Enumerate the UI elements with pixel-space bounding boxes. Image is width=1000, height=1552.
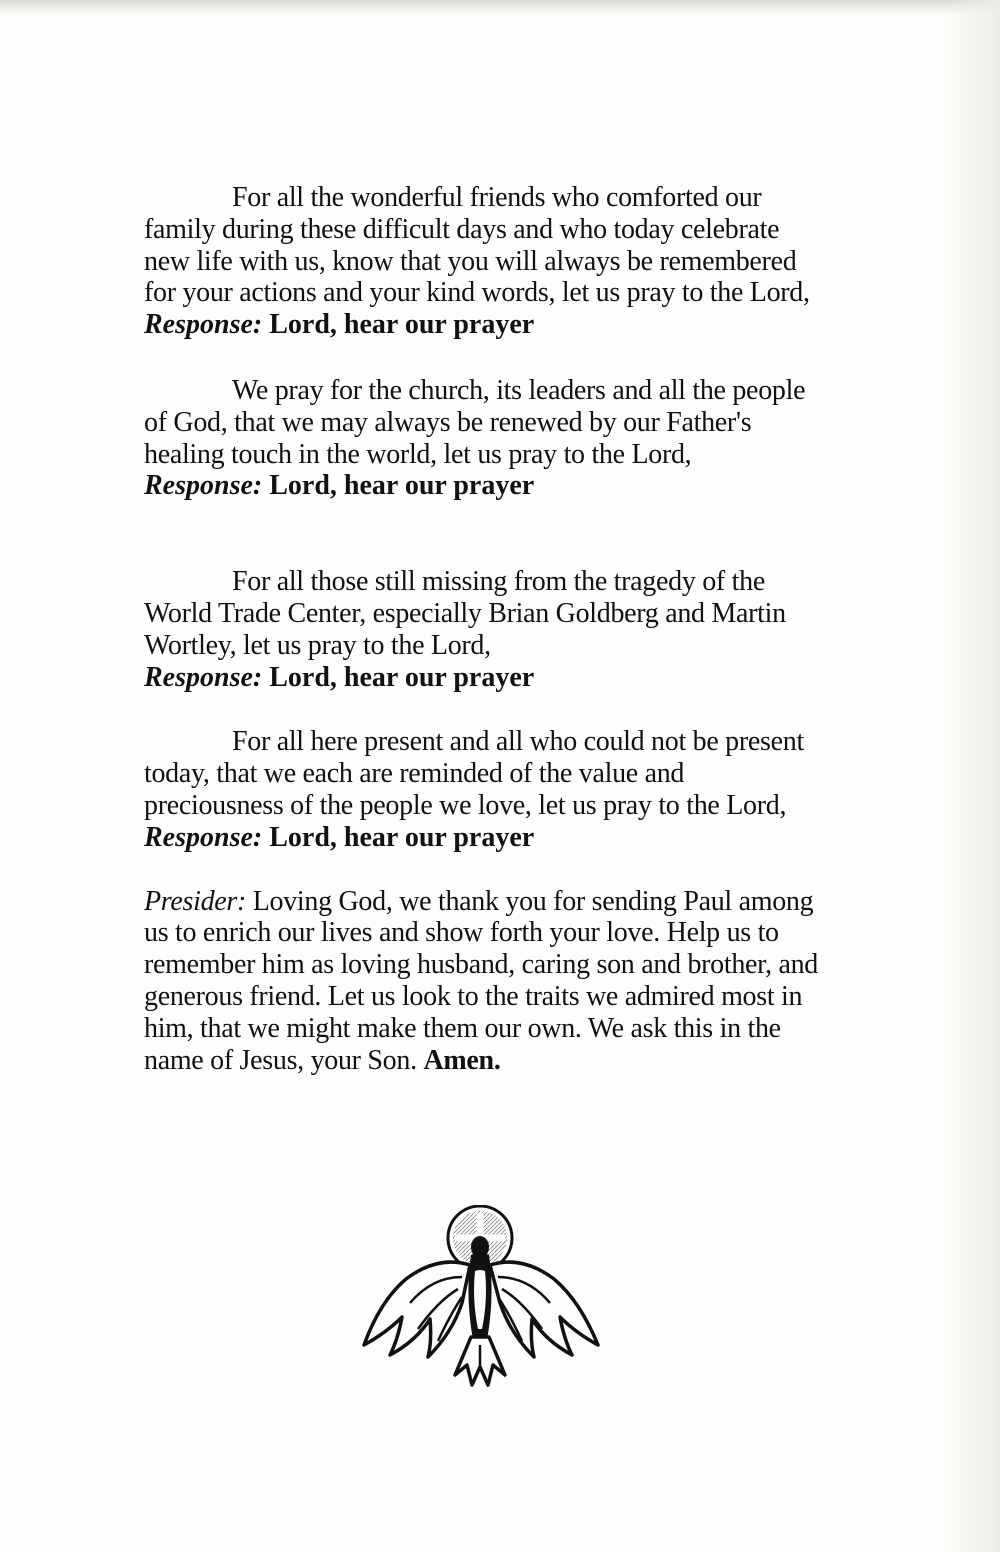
response-text: Lord, hear our prayer <box>269 309 535 341</box>
response-line <box>144 662 824 694</box>
response-line <box>144 470 824 502</box>
response-label: Response: <box>144 470 263 502</box>
petition-church: We pray for the church, its leaders and all the people of God, that we may always be renewed by our Father's healing touch in the world, let us pray to the Lord, <box>144 374 806 470</box>
page-edge-right <box>940 0 1000 1552</box>
response-text: Lord, hear our prayer <box>269 661 535 693</box>
prayers-of-the-faithful <box>144 182 824 1076</box>
petition-friends: For all the wonderful friends who comforted our family during these difficult days and who today celebrate new life with us, know that you will always be remembered for your actions and your kind words, let us pray to the Lord, <box>144 182 810 309</box>
response-label: Response: <box>144 821 263 853</box>
petition-all-present: For all here present and all who could not be present today, that we each are reminded of the value and preciousness of the people we love, let us pray to the Lord, <box>144 726 804 821</box>
response-label: Response: <box>144 661 263 693</box>
response-text: Lord, hear our prayer <box>269 821 535 853</box>
presider-label: Presider: <box>144 885 247 917</box>
page-edge-top <box>0 0 1000 14</box>
closing-prayer <box>144 886 824 1077</box>
response-line <box>144 309 824 341</box>
response-line <box>144 822 824 854</box>
amen-text: Amen. <box>423 1044 501 1076</box>
response-text: Lord, hear our prayer <box>269 470 535 502</box>
response-label: Response: <box>144 309 263 341</box>
dove-with-halo-icon <box>358 1205 608 1395</box>
petition-missing: For all those still missing from the tragedy of the World Trade Center, especially Brian Goldberg and Martin Wortley, let us pray to the Lord, <box>144 566 786 661</box>
closing-prayer-text: Loving God, we thank you for sending Paul among us to enrich our lives and show forth your love. Help us to remember him as loving husband, caring son and brother, and generous friend. Let us look to the traits we admired most in him, that we might make them our own. We ask this in the name of Jesus, your Son. <box>144 885 819 1076</box>
